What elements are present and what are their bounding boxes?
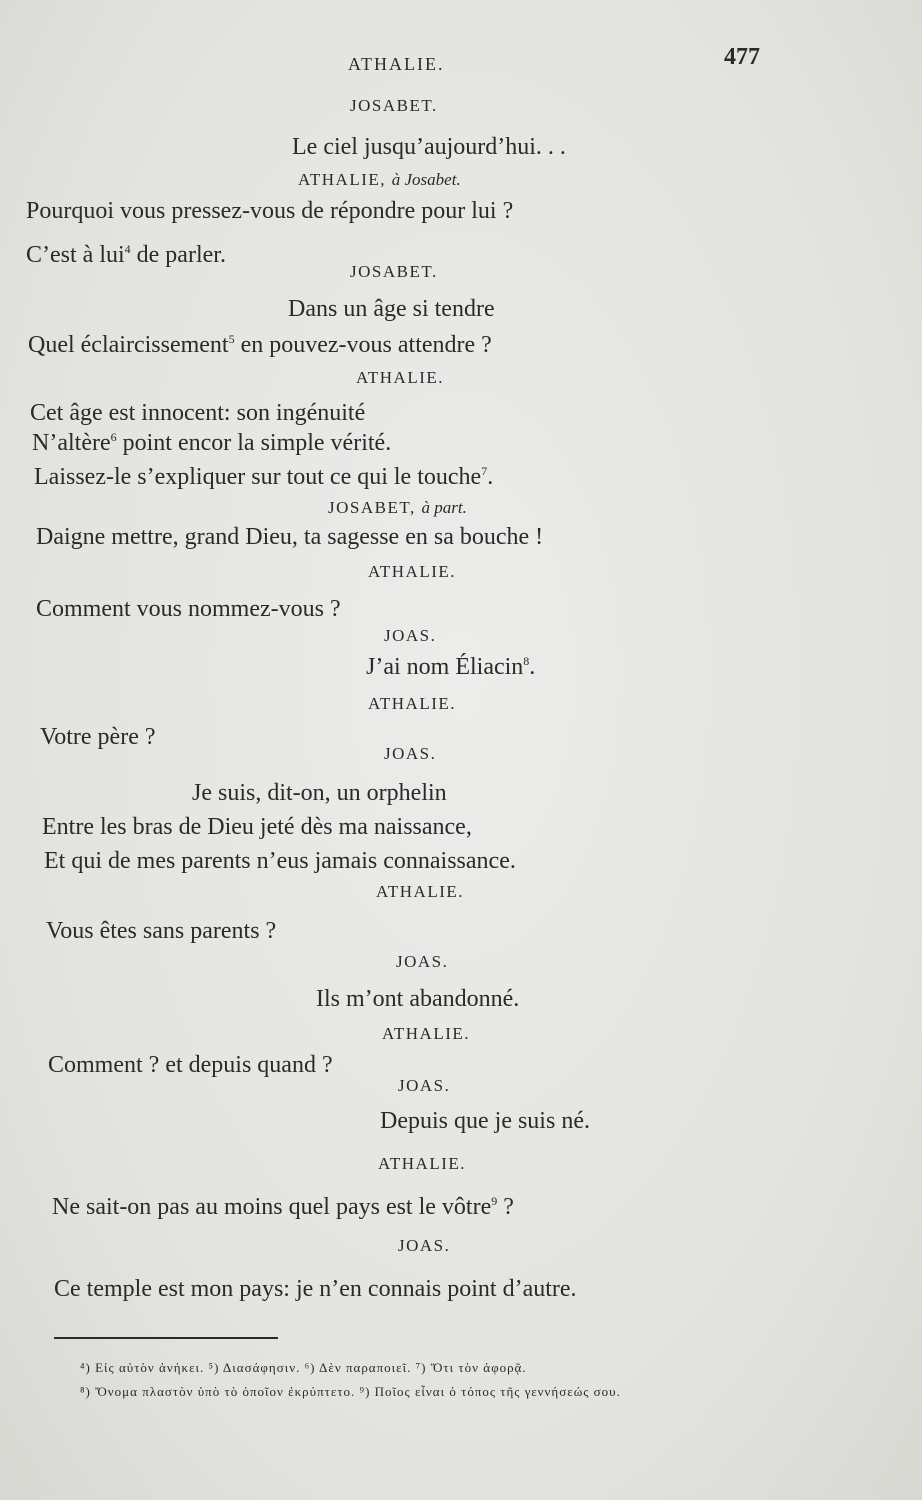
verse-line: Votre père ? [40,724,156,750]
stage-direction: à part. [421,498,467,517]
verse-line: Comment vous nommez-vous ? [36,596,341,622]
speaker-name: ATHALIE. [368,694,457,713]
speaker-name: ATHALIE. [368,562,457,581]
verse-line: Daigne mettre, grand Dieu, ta sagesse en sa bouche ! [36,524,544,550]
footnote-marker: 5 [228,332,235,346]
footnote-line: ⁸) Ὄνομα πλαστὸν ὑπὸ τὸ ὁποῖον ἐκρύπτετο. ⁹) Ποῖος εἶναι ὁ τόπος τῆς γεννήσεώς σου. [80,1384,621,1399]
page-number: 477 [724,44,760,70]
verse-line: Et qui de mes parents n’eus jamais connaissance. [44,848,516,874]
speaker-name: JOSABET, à part. [328,498,467,517]
speaker-name: ATHALIE. [376,882,465,901]
footnote-marker: 4 [124,242,131,256]
speaker-name: JOAS. [398,1236,451,1255]
verse-line: Quel éclaircissement$^5$ en pouvez-vous attendre ? [28,332,492,358]
footnote-marker: 9 [491,1194,498,1208]
footnote-marker: 8 [523,654,530,668]
verse-line: Comment ? et depuis quand ? [48,1052,333,1078]
verse-line: Entre les bras de Dieu jeté dès ma naissance, [42,814,472,840]
speaker-name: JOAS. [384,744,437,763]
speaker-name: JOAS. [396,952,449,971]
speaker-name: JOSABET. [350,96,438,115]
verse-line: Ne sait-on pas au moins quel pays est le vôtre$^9$ ? [52,1194,514,1220]
running-title: ATHALIE. [348,54,445,74]
speaker-name: JOAS. [398,1076,451,1095]
verse-line: Pourquoi vous pressez-vous de répondre pour lui ? [26,198,514,224]
stage-direction: à Josabet. [391,170,461,189]
verse-line: C’est à lui$^4$ de parler. [26,242,226,268]
verse-line: Ils m’ont abandonné. [316,986,520,1012]
speaker-name: ATHALIE. [382,1024,471,1043]
footnote-rule [54,1337,278,1339]
speaker-name: JOAS. [384,626,437,645]
verse-line: Depuis que je suis né. [380,1108,590,1134]
verse-line: J’ai nom Éliacin$^8$. [366,654,536,680]
speaker-name: JOSABET. [350,262,438,281]
verse-line: Cet âge est innocent: son ingénuité [30,400,366,426]
speaker-name: ATHALIE, à Josabet. [298,170,461,189]
verse-line: Ce temple est mon pays: je n’en connais point d’autre. [54,1276,577,1302]
verse-line: Vous êtes sans parents ? [46,918,277,944]
verse-line: N’altère$^6$ point encor la simple vérité. [32,430,392,456]
speaker-name: ATHALIE. [356,368,445,387]
speaker-name: ATHALIE. [378,1154,467,1173]
verse-line: Laissez-le s’expliquer sur tout ce qui le touche$^7$. [34,464,494,490]
verse-line: Dans un âge si tendre [288,296,495,322]
verse-line: Je suis, dit-on, un orphelin [192,780,447,806]
footnote-marker: 7 [481,464,488,478]
verse-line: Le ciel jusqu’aujourd’hui. . . [292,134,566,160]
footnote-line: ⁴) Εἰς αὐτὸν ἀνήκει. ⁵) Διασάφησιν. ⁶) Δὲν παραποιεῖ. ⁷) Ὅτι τὸν ἀφορᾷ. [80,1360,527,1375]
footnote-marker: 6 [110,430,117,444]
